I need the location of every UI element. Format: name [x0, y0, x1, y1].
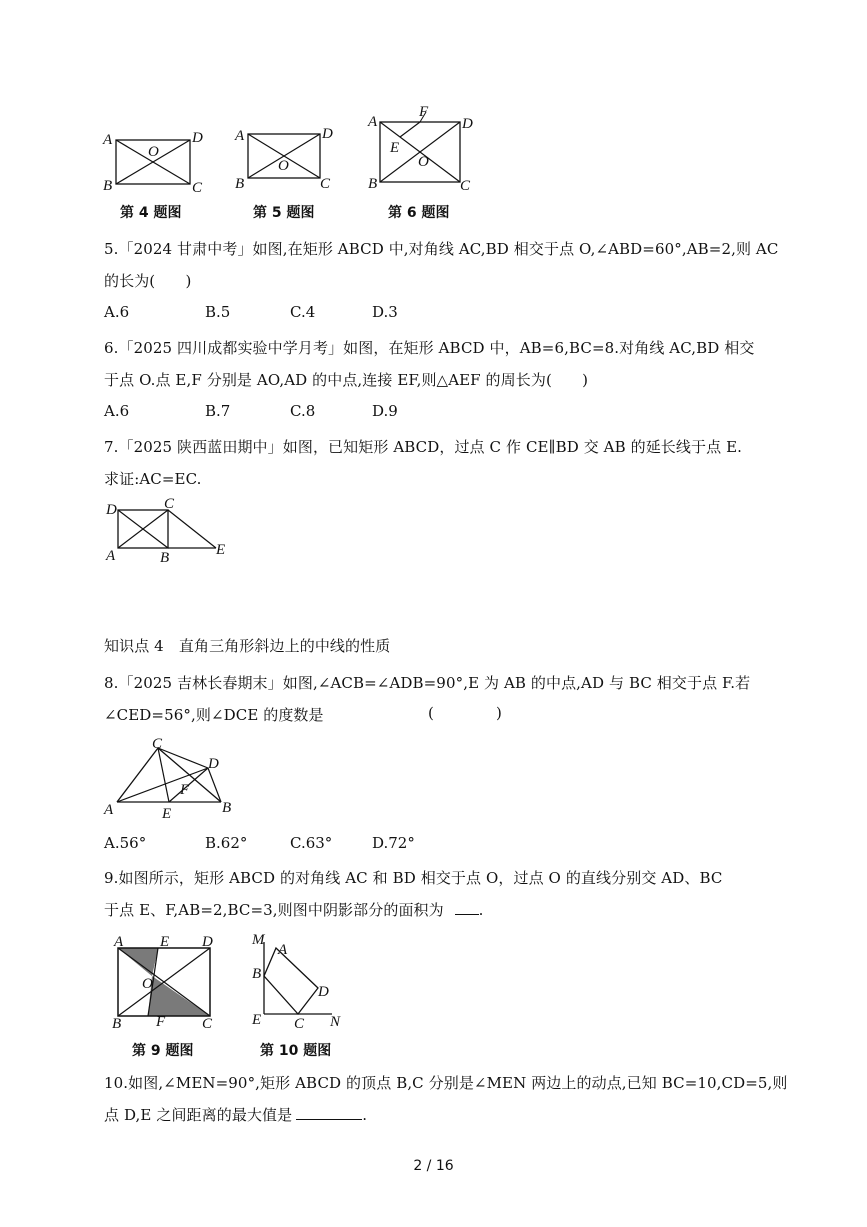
label-B: B	[160, 550, 170, 566]
label-D: D	[322, 126, 333, 142]
label-M: M	[252, 932, 265, 948]
q6-line2: 于点 O.点 E,F 分别是 AO,AD 的中点,连接 EF,则△AEF 的周长为( )	[104, 371, 589, 389]
label-C: C	[152, 736, 163, 752]
figure-9-caption: 第 9 题图	[132, 1043, 194, 1059]
label-A: A	[235, 128, 245, 144]
label-E: E	[216, 542, 226, 558]
figure-4-drawing	[100, 128, 210, 194]
label-E: E	[160, 934, 170, 950]
q6-option-d: D.9	[372, 402, 398, 420]
q6-line1: 6.「2025 四川成都实验中学月考」如图，在矩形 ABCD 中，AB=6,BC=8.对角线 AC,BD 相交	[104, 339, 755, 357]
figure-7	[100, 496, 240, 566]
q8-line1: 8.「2025 吉林长春期末」如图,∠ACB=∠ADB=90°,E 为 AB 的中点,AD 与 BC 相交于点 F.若	[104, 674, 751, 692]
section-4-heading: 知识点 4 直角三角形斜边上的中线的性质	[104, 637, 391, 655]
q6-option-c: C.8	[290, 402, 316, 420]
label-C: C	[164, 496, 175, 512]
figure-10	[246, 930, 356, 1030]
figure-8	[100, 734, 240, 824]
figure-6	[364, 104, 476, 196]
label-C: C	[202, 1016, 213, 1032]
label-B: B	[252, 966, 262, 982]
label-C: C	[460, 178, 471, 194]
label-F: F	[180, 782, 190, 798]
figure-7-drawing	[100, 496, 240, 566]
q5-option-a: A.6	[104, 303, 130, 321]
q9-line2	[104, 899, 484, 920]
label-B: B	[368, 176, 378, 192]
label-D: D	[202, 934, 213, 950]
figure-4-caption: 第 4 题图	[120, 205, 182, 221]
q8-paren-close: )	[496, 704, 502, 722]
figure-6-caption: 第 6 题图	[388, 205, 450, 221]
figure-6-drawing	[364, 104, 476, 196]
label-O: O	[418, 154, 429, 170]
label-E: E	[390, 140, 400, 156]
q9-line2-end: .	[478, 901, 484, 919]
label-B: B	[103, 178, 113, 194]
q8-option-c: C.63°	[290, 834, 333, 852]
q8-option-b: B.62°	[205, 834, 248, 852]
q5-option-c: C.4	[290, 303, 316, 321]
label-O: O	[142, 976, 153, 992]
q8-paren-open: (	[428, 704, 434, 722]
label-A: A	[278, 942, 288, 958]
label-A: A	[106, 548, 116, 564]
page-number: 2 / 16	[413, 1158, 454, 1174]
figure-5-drawing	[232, 126, 342, 194]
q5-option-b: B.5	[205, 303, 231, 321]
label-A: A	[103, 132, 113, 148]
q8-line2: ∠CED=56°,则∠DCE 的度数是	[104, 706, 324, 724]
label-E: E	[252, 1012, 262, 1028]
figure-8-drawing	[100, 734, 240, 824]
label-B: B	[222, 800, 232, 816]
q5-option-d: D.3	[372, 303, 398, 321]
figure-5	[232, 126, 342, 194]
q7-line1: 7.「2025 陕西蓝田期中」如图，已知矩形 ABCD，过点 C 作 CE∥BD 交 AB 的延长线于点 E.	[104, 438, 742, 456]
figure-9	[104, 930, 224, 1030]
q10-line2	[104, 1104, 367, 1125]
label-D: D	[462, 116, 473, 132]
figure-10-caption: 第 10 题图	[260, 1043, 332, 1059]
q10-line1: 10.如图,∠MEN=90°,矩形 ABCD 的顶点 B,C 分别是∠MEN 两边上的动点,已知 BC=10,CD=5,则	[104, 1074, 788, 1092]
label-A: A	[368, 114, 378, 130]
label-F: F	[419, 104, 429, 120]
label-N: N	[330, 1014, 341, 1030]
label-F: F	[156, 1014, 166, 1030]
figure-9-drawing	[104, 930, 224, 1030]
figure-5-caption: 第 5 题图	[253, 205, 315, 221]
label-D: D	[318, 984, 329, 1000]
label-O: O	[148, 144, 159, 160]
q7-line2: 求证:AC=EC.	[104, 470, 202, 488]
q10-line2-end: .	[362, 1106, 368, 1124]
q10-line2-text: 点 D,E 之间距离的最大值是	[104, 1106, 293, 1124]
label-D: D	[208, 756, 219, 772]
q5-line1: 5.「2024 甘肃中考」如图,在矩形 ABCD 中,对角线 AC,BD 相交于点 O,∠ABD=60°,AB=2,则 AC	[104, 240, 779, 258]
q8-option-d: D.72°	[372, 834, 415, 852]
q9-line1: 9.如图所示，矩形 ABCD 的对角线 AC 和 BD 相交于点 O，过点 O 的直线分别交 AD、BC	[104, 869, 723, 887]
label-C: C	[192, 180, 203, 196]
label-O: O	[278, 158, 289, 174]
q9-answer-blank[interactable]	[455, 900, 479, 915]
label-E: E	[162, 806, 172, 822]
label-B: B	[112, 1016, 122, 1032]
figure-4	[100, 128, 210, 194]
q9-line2-text: 于点 E、F,AB=2,BC=3,则图中阴影部分的面积为	[104, 901, 444, 919]
label-D: D	[106, 502, 117, 518]
q5-line2: 的长为( )	[104, 272, 192, 290]
q10-answer-blank[interactable]	[296, 1105, 362, 1120]
label-C: C	[294, 1016, 305, 1032]
figure-10-drawing	[246, 930, 356, 1030]
label-A: A	[114, 934, 124, 950]
label-B: B	[235, 176, 245, 192]
label-C: C	[320, 176, 331, 192]
label-D: D	[192, 130, 203, 146]
q8-option-a: A.56°	[104, 834, 147, 852]
label-A: A	[104, 802, 114, 818]
q6-option-a: A.6	[104, 402, 130, 420]
q6-option-b: B.7	[205, 402, 231, 420]
